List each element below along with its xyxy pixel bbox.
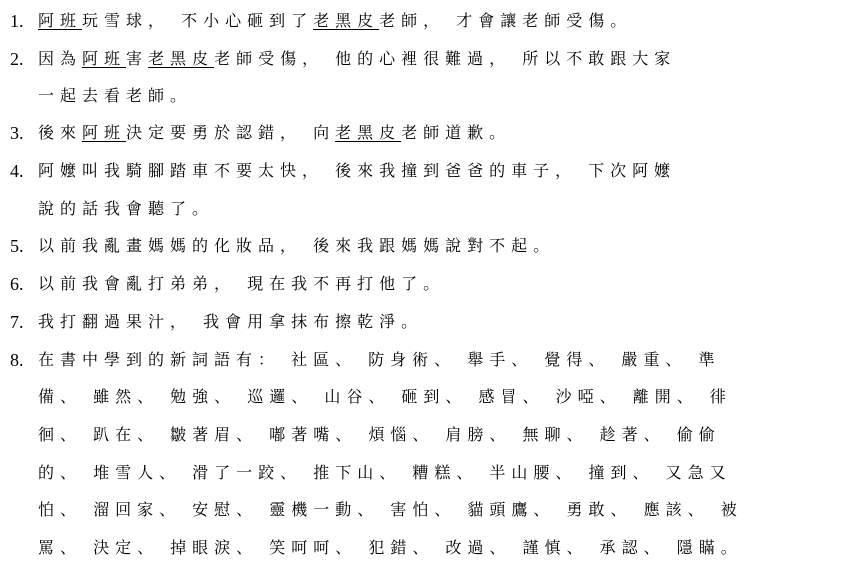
text-segment: 因為 xyxy=(38,49,83,68)
text-segment: 備、 雖然、 勉強、 巡邏、 山谷、 砸到、 感冒、 沙啞、 離開、 徘 xyxy=(38,387,732,406)
item-8-line-6 xyxy=(0,533,861,563)
item-4-line-2 xyxy=(0,194,861,224)
item-text xyxy=(38,495,743,525)
text-segment: 說的話我會聽了。 xyxy=(38,199,215,218)
item-7-line-1 xyxy=(0,307,861,337)
item-text xyxy=(38,156,676,186)
item-number: 2. xyxy=(10,49,24,69)
item-5-line-1 xyxy=(0,231,861,261)
text-segment: 一起去看老師。 xyxy=(38,86,193,105)
item-8-line-4 xyxy=(0,458,861,488)
item-text xyxy=(38,194,214,224)
item-text xyxy=(38,81,192,111)
item-number: 7. xyxy=(10,312,24,332)
proper-noun: 老黑皮 xyxy=(335,123,402,142)
text-segment: 玩雪球， 不小心砸到了 xyxy=(82,11,314,30)
text-segment: 老師受傷， 他的心裡很難過， 所以不敢跟大家 xyxy=(214,49,677,68)
text-segment: 以前我會亂打弟弟， 現在我不再打他了。 xyxy=(38,274,446,293)
text-segment: 以前我亂畫媽媽的化妝品， 後來我跟媽媽說對不起。 xyxy=(38,236,556,255)
proper-noun: 老黑皮 xyxy=(148,49,215,68)
item-6-line-1 xyxy=(0,269,861,299)
text-segment: 阿嬤叫我騎腳踏車不要太快， 後來我撞到爸爸的車子， 下次阿嬤 xyxy=(38,161,677,180)
text-segment: 後來 xyxy=(38,123,83,142)
item-2-line-2 xyxy=(0,81,861,111)
item-8-line-3 xyxy=(0,420,861,450)
item-number: 8. xyxy=(10,350,24,370)
proper-noun: 老黑皮 xyxy=(313,11,380,30)
item-4-line-1 xyxy=(0,156,861,186)
text-segment: 老師， 才會讓老師受傷。 xyxy=(379,11,633,30)
text-segment: 老師道歉。 xyxy=(401,123,512,142)
item-number: 6. xyxy=(10,274,24,294)
proper-noun: 阿班 xyxy=(38,11,83,30)
text-segment: 的、 堆雪人、 滑了一跤、 推下山、 糟糕、 半山腰、 撞到、 又急又 xyxy=(38,463,732,482)
item-text xyxy=(38,458,732,488)
item-number: 1. xyxy=(10,11,24,31)
item-text xyxy=(38,382,732,412)
item-2-line-1 xyxy=(0,44,861,74)
text-segment: 徊、 趴在、 皺著眉、 嘟著嘴、 煩惱、 肩膀、 無聊、 趁著、 偷偷 xyxy=(38,425,721,444)
text-segment: 害 xyxy=(126,49,149,68)
item-8-line-5 xyxy=(0,495,861,525)
text-segment: 在書中學到的新詞語有： 社區、 防身術、 舉手、 覺得、 嚴重、 準 xyxy=(38,350,721,369)
item-number: 4. xyxy=(10,161,24,181)
item-text xyxy=(38,269,445,299)
text-segment: 我打翻過果汁， 我會用拿抹布擦乾淨。 xyxy=(38,312,424,331)
item-text xyxy=(38,231,555,261)
proper-noun: 阿班 xyxy=(82,49,127,68)
text-segment: 罵、 決定、 掉眼淚、 笑呵呵、 犯錯、 改過、 謹慎、 承認、 隱瞞。 xyxy=(38,538,743,557)
item-text xyxy=(38,345,721,375)
item-text xyxy=(38,533,743,563)
item-text xyxy=(38,44,676,74)
proper-noun: 阿班 xyxy=(82,123,127,142)
text-segment: 決定要勇於認錯， 向 xyxy=(126,123,336,142)
item-text xyxy=(38,118,511,148)
item-text xyxy=(38,307,423,337)
item-number: 3. xyxy=(10,123,24,143)
item-1-line-1 xyxy=(0,6,861,36)
item-3-line-1 xyxy=(0,118,861,148)
text-segment: 怕、 溜回家、 安慰、 靈機一動、 害怕、 貓頭鷹、 勇敢、 應該、 被 xyxy=(38,500,743,519)
item-8-line-2 xyxy=(0,382,861,412)
item-text xyxy=(38,6,632,36)
item-8-line-1 xyxy=(0,345,861,375)
item-number: 5. xyxy=(10,236,24,256)
item-text xyxy=(38,420,721,450)
